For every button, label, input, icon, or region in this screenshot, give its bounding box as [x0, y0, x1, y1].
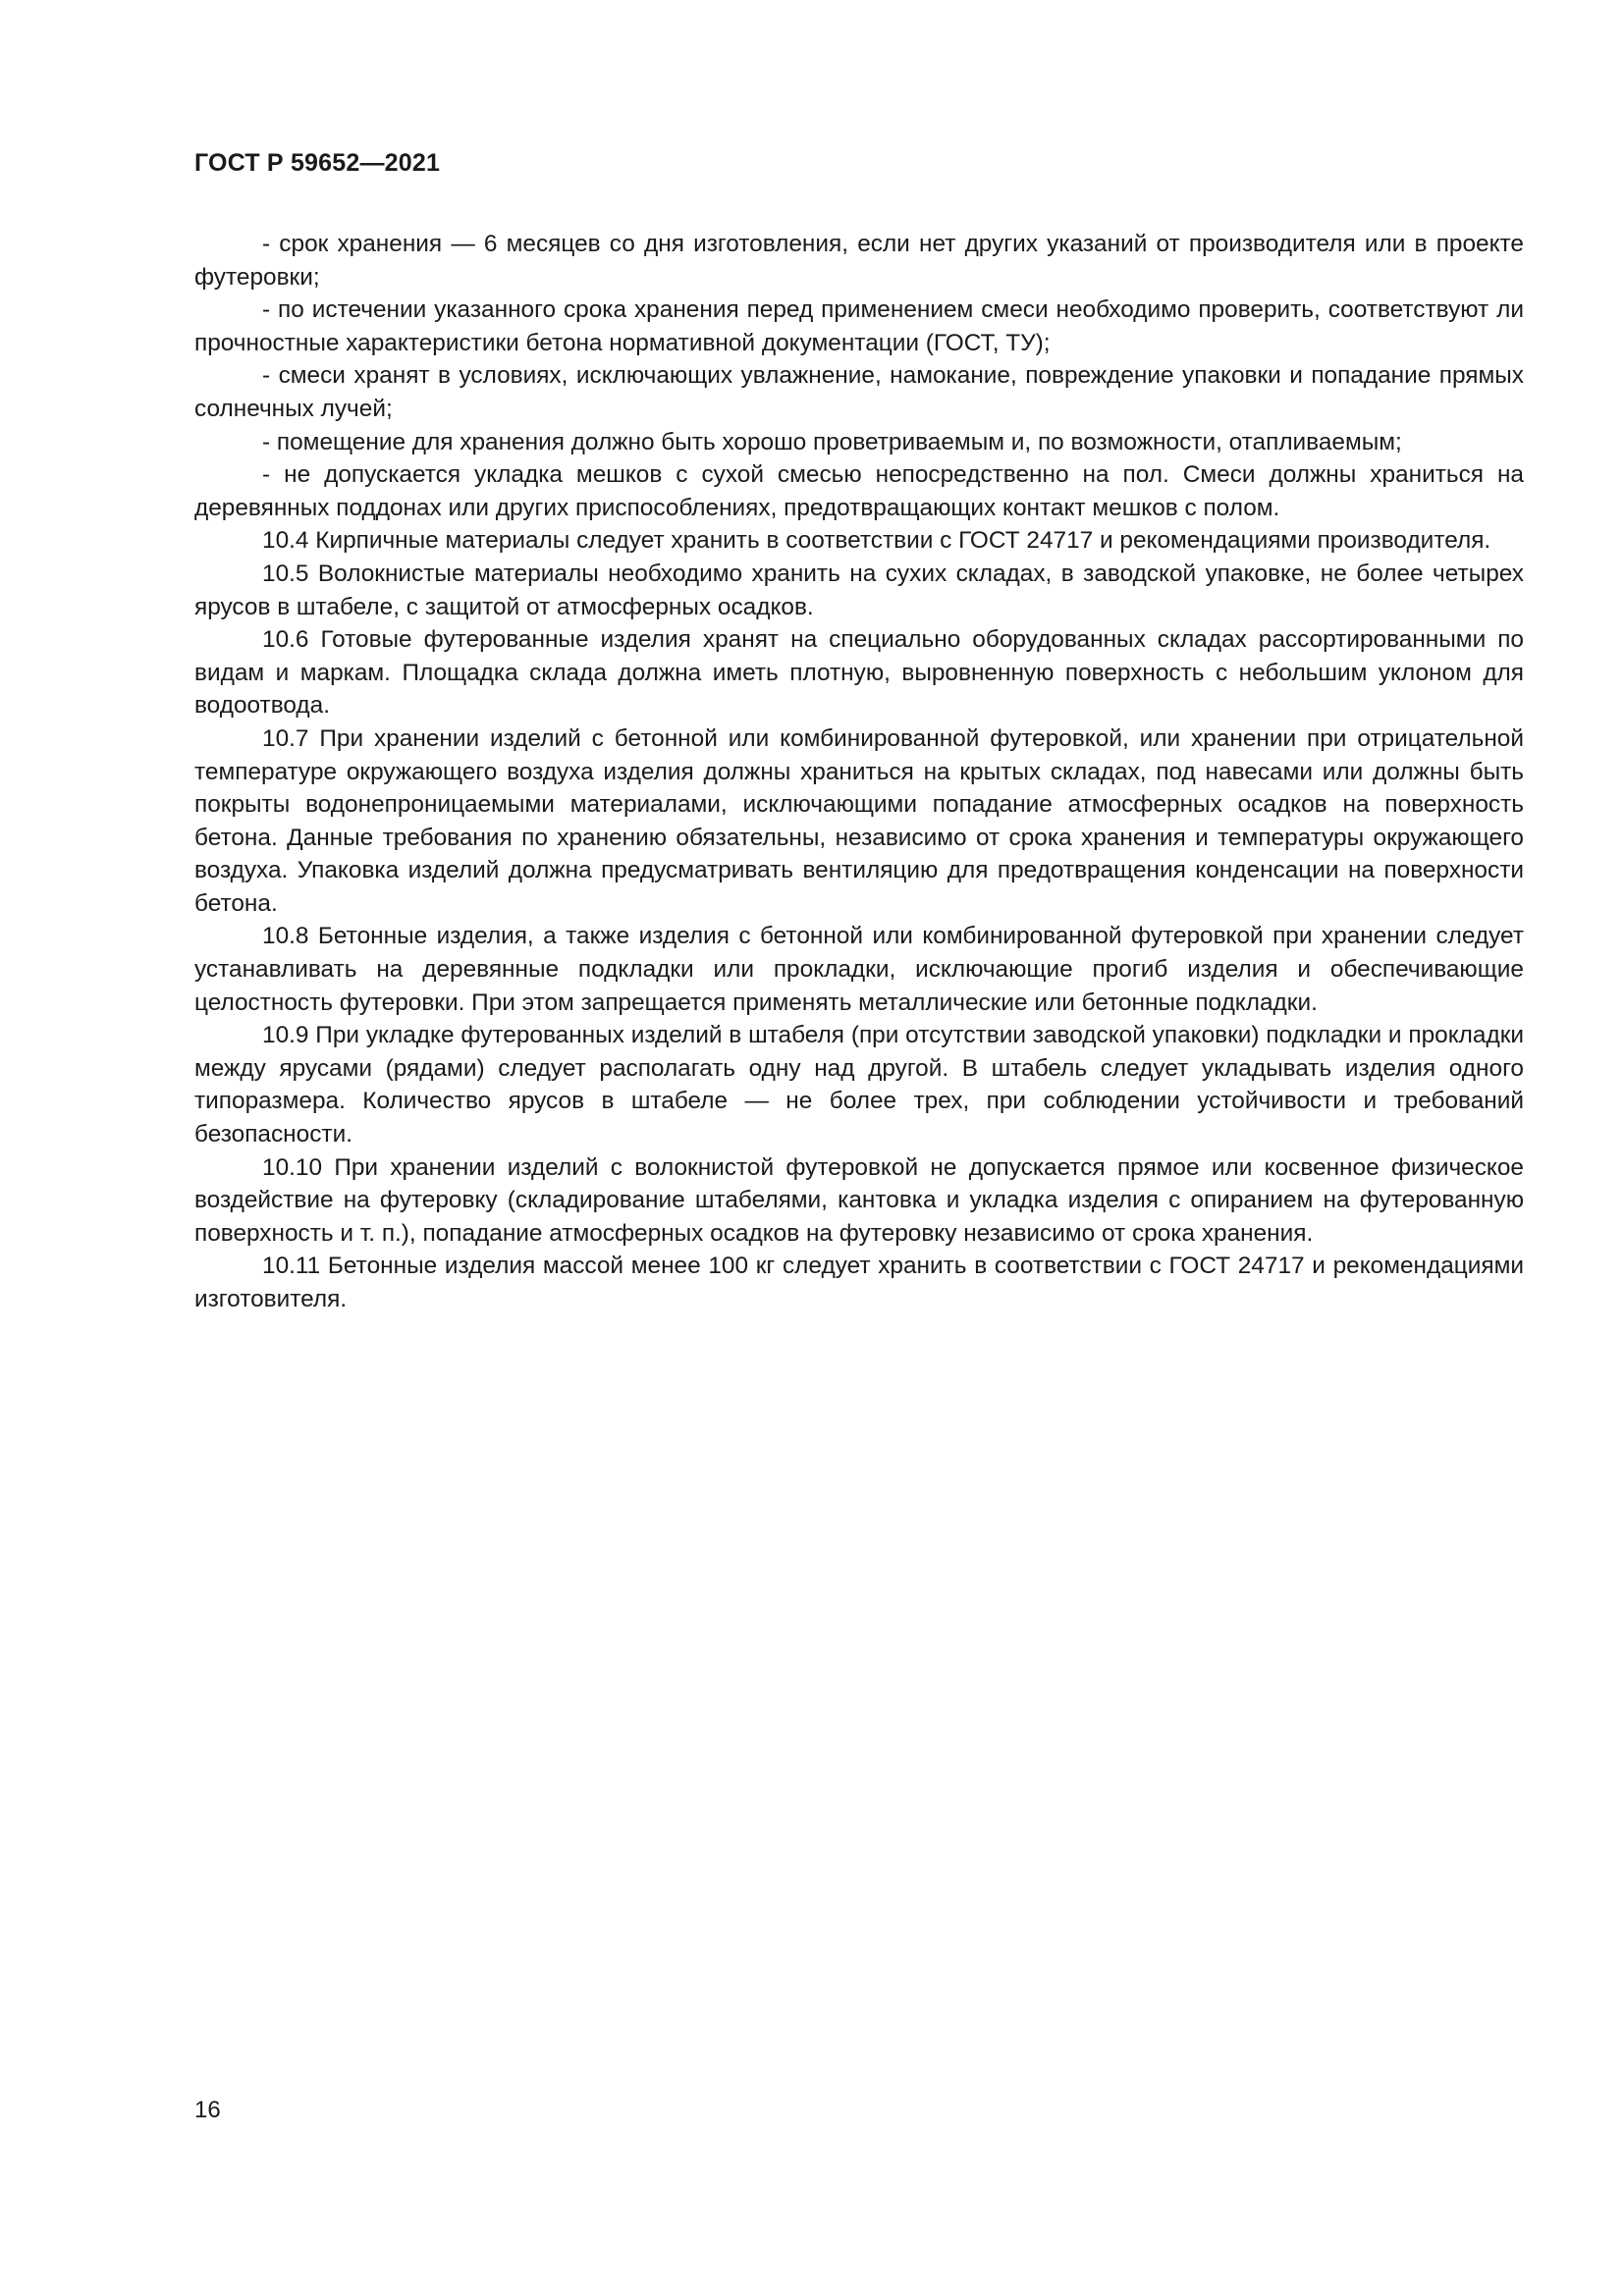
list-item-shelf-life: - срок хранения — 6 месяцев со дня изготовления, если нет других указаний от производителя или в проекте футеровки;	[194, 231, 1524, 291]
clause-10-8: 10.8 Бетонные изделия, а также изделия с бетонной или комбинированной футеровкой при хранении следует устанавливать на деревянные подкладки или прокладки, исключающие прогиб изделия и обеспечивающие целостность футеровки. При этом запрещается применять металлические или бетонные подкладки.	[194, 923, 1524, 1016]
clause-10-5: 10.5 Волокнистые материалы необходимо хранить на сухих складах, в заводской упаковке, не более четырех ярусов в штабеле, с защитой от атмосферных осадков.	[194, 560, 1524, 620]
clause-10-7: 10.7 При хранении изделий с бетонной или комбинированной футеровкой, или хранении при отрицательной температуре окружающего воздуха изделия должны храниться на крытых складах, под навесами или должны быть покрыты водонепроницаемыми материалами, исключающими попадание атмосферных осадков на поверхность бетона. Данные требования по хранению обязательны, независимо от срока хранения и температуры окружающего воздуха. Упаковка изделий должна предусматривать вентиляцию для предотвращения конденсации на поверхности бетона.	[194, 724, 1524, 917]
standard-designation: ГОСТ Р 59652—2021	[194, 149, 441, 177]
body-text	[194, 228, 1524, 1316]
list-item-storage-conditions: - смеси хранят в условиях, исключающих увлажнение, намокание, повреждение упаковки и попадание прямых солнечных лучей;	[194, 362, 1524, 422]
clause-10-4: 10.4 Кирпичные материалы следует хранить в соответствии с ГОСТ 24717 и рекомендациями производителя.	[262, 527, 1491, 555]
list-item-strength-check: - по истечении указанного срока хранения перед применением смеси необходимо проверить, соответствуют ли прочностные характеристики бетона нормативной документации (ГОСТ, ТУ);	[194, 296, 1524, 356]
page-number: 16	[194, 2097, 221, 2123]
list-item-ventilated-room: - помещение для хранения должно быть хорошо проветриваемым и, по возможности, отапливаемым;	[262, 428, 1402, 455]
list-item-pallets: - не допускается укладка мешков с сухой смесью непосредственно на пол. Смеси должны храниться на деревянных поддонах или других приспособлениях, предотвращающих контакт мешков с полом.	[194, 461, 1524, 521]
clause-10-10: 10.10 При хранении изделий с волокнистой футеровкой не допускается прямое или косвенное физическое воздействие на футеровку (складирование штабелями, кантовка и укладка изделия с опиранием на футерованную поверхность и т. п.), попадание атмосферных осадков на футеровку независимо от срока хранения.	[194, 1153, 1524, 1247]
clause-10-11: 10.11 Бетонные изделия массой менее 100 кг следует хранить в соответствии с ГОСТ 24717 и рекомендациями изготовителя.	[194, 1253, 1524, 1312]
clause-10-6: 10.6 Готовые футерованные изделия хранят на специально оборудованных складах рассортированными по видам и маркам. Площадка склада должна иметь плотную, выровненную поверхность с небольшим уклоном для водоотвода.	[194, 626, 1524, 720]
clause-10-9: 10.9 При укладке футерованных изделий в штабеля (при отсутствии заводской упаковки) подкладки и прокладки между ярусами (рядами) следует располагать одну над другой. В штабель следует укладывать изделия одного типоразмера. Количество ярусов в штабеле — не более трех, при соблюдении устойчивости и требований безопасности.	[194, 1022, 1524, 1148]
